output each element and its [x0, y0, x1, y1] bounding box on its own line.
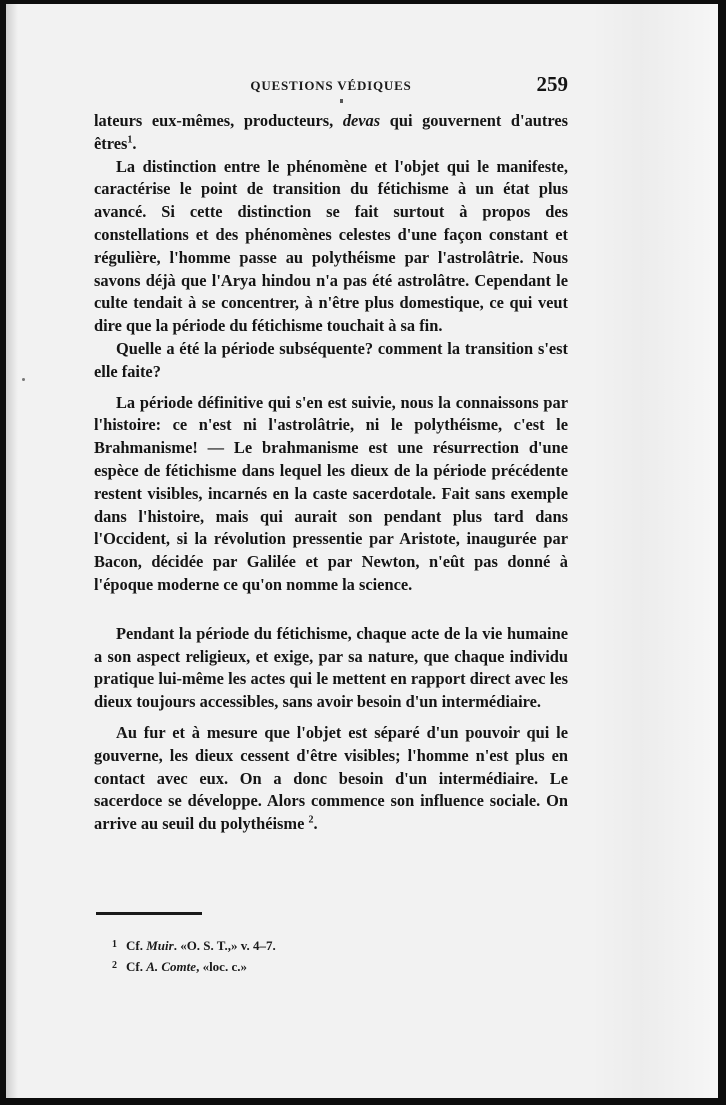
- body-text: [94, 110, 568, 836]
- footnote-author: Muir: [146, 938, 174, 953]
- page-number: 259: [536, 72, 568, 96]
- running-title: QUESTIONS VÉDIQUES: [250, 78, 412, 93]
- footnote: [112, 935, 512, 956]
- paragraph: Pendant la période du fétichisme, chaque acte de la vie humaine a son aspect religieux, et exige, par sa nature, que chaque individu pratique lui-même les actes qui le mettent en rapport direct avec les dieux toujours accessibles, sans avoir besoin d'un intermédiaire.: [94, 623, 568, 712]
- footnote-reference: 2: [308, 814, 314, 826]
- footnote-reference: 1: [127, 134, 133, 146]
- footnotes: [112, 935, 512, 977]
- footnote-text: , «loc. c.»: [196, 959, 247, 974]
- footnote-text: Cf.: [126, 959, 147, 974]
- page-fold-shadow: [590, 4, 718, 1098]
- paragraph: La période définitive qui s'en est suivie, nous la connaissons par l'histoire: ce n'est ni l'astrolâtrie, ni le polythéisme, c'est le Brahmanisme! — Le brahmanisme est une résurrection d'une espèce de fétichisme dans lequel les dieux de la période précédente restent visibles, incarnés en la caste sacerdotale. Fait sans exemple dans l'histoire, mais qui aurait son pendant plus tard dans l'Occident, si la révolution pressentie par Aristote, inaugurée par Bacon, décidée par Galilée et par Newton, n'eût pas donné à l'époque moderne ce qu'on nomme la science.: [94, 392, 568, 594]
- paragraph: Quelle a été la période subséquente? comment la transition s'est elle faite?: [94, 338, 568, 381]
- paragraph: La distinction entre le phénomène et l'objet qui le manifeste, caractérise le point de transition du fétichisme à un état plus avancé. Si cette distinction se fait surtout à propos des constellations et des phénomènes celestes d'une façon constant et régulière, l'homme passe au polythéisme par l'astrolâtrie. Nous savons déjà que l'Arya hindou n'a pas été astrolâtre. Cependant le culte tendait à se concentrer, à n'être plus domestique, ce qui veut dire que la période du fétichisme touchait à sa fin.: [94, 156, 568, 336]
- emphasis-term: devas: [342, 111, 381, 130]
- footnote-mark: 1: [112, 939, 117, 950]
- footnote-mark: 2: [112, 960, 117, 971]
- footnote: [112, 956, 512, 977]
- page-header: [94, 72, 568, 100]
- footnote-text: . «O. S. T.,» v. 4–7.: [173, 938, 276, 953]
- footnote-text: Cf.: [126, 938, 147, 953]
- paragraph-text: .: [132, 133, 137, 153]
- paragraph: [94, 722, 568, 836]
- paragraph-text: qui gouvernent d'autres êtres: [94, 111, 568, 153]
- scan-speck: [22, 378, 25, 381]
- paragraph-text: .: [313, 814, 318, 834]
- footnote-author: A. Comte: [146, 959, 197, 974]
- page-gutter-shadow: [6, 4, 18, 1098]
- paragraph-text: Au fur et à mesure que l'objet est séparé d'un pouvoir qui le gouverne, les dieux cessent d'être visibles; l'homme n'est plus en contact avec eux. On a donc besoin d'un intermédiaire. Le sacerdoce se développe. Alors commence son influence sociale. On arrive au seuil du polythéisme: [94, 722, 568, 834]
- footnote-divider: [96, 912, 202, 915]
- paragraph-text: lateurs eux-mêmes, producteurs,: [94, 111, 343, 130]
- paragraph-continuation: [94, 110, 568, 156]
